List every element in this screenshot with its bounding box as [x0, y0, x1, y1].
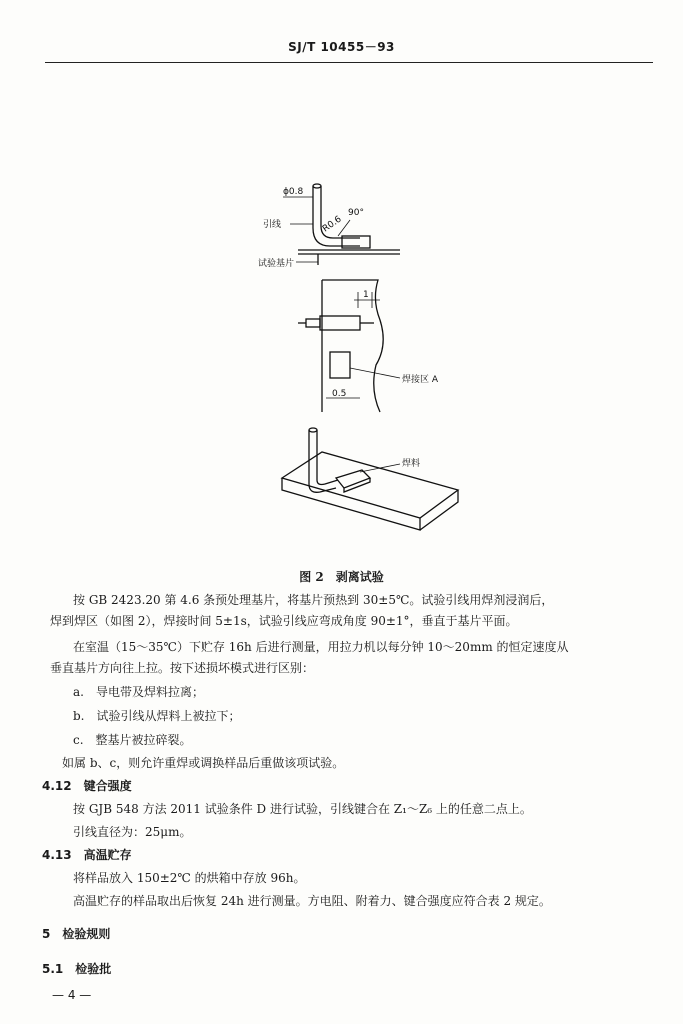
paragraph-2-line-2: 垂直基片方向往上拉。按下述损坏模式进行区别：: [50, 661, 315, 675]
paragraph-2-line-1: 在室温（15～35℃）下贮存 16h 后进行测量，用拉力机以每分钟 10～20mm 的恒定速度从: [73, 640, 569, 654]
section-4-12-title: 4.12 键合强度: [42, 779, 132, 793]
label-solder: 焊料: [402, 459, 421, 469]
section-4-12-line-2: 引线直径为：25μm。: [73, 825, 192, 839]
section-5-1-title: 5.1 检验批: [42, 962, 112, 976]
label-dim-05: 0.5: [332, 389, 347, 399]
paragraph-1-line-2: 焊到焊区（如图 2），焊接时间 5±1s，试验引线应弯成角度 90±1°，垂直于基片平面。: [50, 614, 518, 628]
paragraph-3: 如属 b、c，则允许重焊或调换样品后重做该项试验。: [62, 756, 345, 770]
section-4-13-title: 4.13 高温贮存: [42, 848, 132, 862]
label-diameter: ϕ0.8: [283, 187, 304, 197]
label-substrate: 试验基片: [258, 259, 295, 269]
label-lead: 引线: [263, 220, 282, 230]
figure-caption: 图 2 剥离试验: [299, 570, 384, 584]
label-radius: R0.6: [320, 214, 344, 235]
section-5-title: 5 检验规则: [42, 927, 111, 941]
list-item-b: b. 试验引线从焊料上被拉下；: [73, 709, 241, 723]
label-angle: 90°: [348, 208, 364, 218]
standard-number-header: SJ/T 10455－93: [288, 40, 395, 54]
label-pad-area: 焊接区 A: [402, 375, 439, 385]
list-item-a: a. 导电带及焊料拉离；: [73, 685, 204, 699]
solder-iso: [336, 470, 370, 488]
paragraph-1-line-1: 按 GB 2423.20 第 4.6 条预处理基片，将基片预热到 30±5℃。试验引线用焊剂浸润后，: [73, 593, 554, 607]
list-item-c: c. 整基片被拉碎裂。: [73, 733, 192, 747]
pad-area-a: [330, 352, 350, 378]
section-4-13-line-1: 将样品放入 150±2℃ 的烘箱中存放 96h。: [73, 871, 306, 885]
section-4-13-line-2: 高温贮存的样品取出后恢复 24h 进行测量。方电阻、附着力、键合强度应符合表 2 规定。: [73, 894, 551, 908]
label-dim-l: 1: [363, 290, 369, 300]
page-number: — 4 —: [52, 988, 92, 1002]
solder-joint-side: [320, 316, 360, 330]
section-4-12-line-1: 按 GJB 548 方法 2011 试验条件 D 进行试验，引线键合在 Z₁～Z₆ 上的任意二点上。: [73, 802, 532, 816]
lead-wire-iso: [309, 430, 336, 492]
